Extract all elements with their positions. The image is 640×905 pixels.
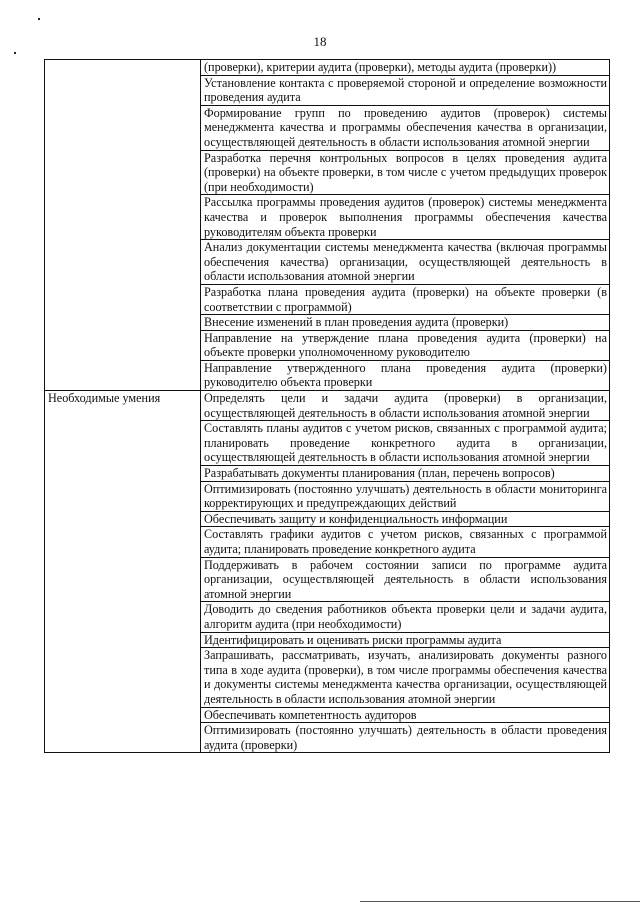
page-number: 18 (313, 34, 327, 49)
table-row (45, 60, 610, 76)
table-cell: (проверки), критерии аудита (проверки), методы аудита (проверки)) (201, 60, 610, 76)
table-cell: Направление на утверждение плана проведения аудита (проверки) на объекте проверки уполномоченному руководителю (201, 330, 610, 360)
table-cell: Поддерживать в рабочем состоянии записи по программе аудита организации, осуществляющей деятельность в области использования атомной энергии (201, 557, 610, 602)
scan-edge-line (360, 901, 640, 902)
table-cell: Определять цели и задачи аудита (проверки) в организации, осуществляющей деятельность в области использования атомной энергии (201, 391, 610, 421)
scan-speck (14, 52, 16, 54)
table-cell: Разработка плана проведения аудита (проверки) на объекте проверки (в соответствии с программой) (201, 284, 610, 314)
table-cell: Составлять планы аудитов с учетом рисков, связанных с программой аудита; планировать проведение конкретного аудита в организации, осуществляющей деятельность в области использования атомной энергии (201, 421, 610, 466)
table-cell: Внесение изменений в план проведения аудита (проверки) (201, 315, 610, 331)
table-row (45, 391, 610, 421)
table-cell: Составлять графики аудитов с учетом рисков, связанных с программой аудита; планировать проведение конкретного аудита (201, 527, 610, 557)
table-cell: Направление утвержденного плана проведения аудита (проверки) руководителю объекта проверки (201, 360, 610, 390)
table-cell: Установление контакта с проверяемой стороной и определение возможности проведения аудита (201, 75, 610, 105)
section-label-cell (45, 60, 201, 391)
section-label-cell: Необходимые умения (45, 391, 201, 753)
table-cell: Оптимизировать (постоянно улучшать) деятельность в области мониторинга корректирующих и предупреждающих действий (201, 481, 610, 511)
table-cell: Формирование групп по проведению аудитов (проверок) системы менеджмента качества и программы обеспечения качества в организации, осуществляющей деятельность в области использования атомной энергии (201, 105, 610, 150)
table-cell: Анализ документации системы менеджмента качества (включая программы обеспечения качества) организации, осуществляющей деятельность в области использования атомной энергии (201, 240, 610, 285)
table-cell: Доводить до сведения работников объекта проверки цели и задачи аудита, алгоритм аудита (при необходимости) (201, 602, 610, 632)
table-cell: Рассылка программы проведения аудитов (проверок) системы менеджмента качества и проверок выполнения программы обеспечения качества руководителям объекта проверки (201, 195, 610, 240)
table-cell: Разрабатывать документы планирования (план, перечень вопросов) (201, 466, 610, 482)
table-cell: Обеспечивать защиту и конфиденциальность информации (201, 511, 610, 527)
table-cell: Идентифицировать и оценивать риски программы аудита (201, 632, 610, 648)
qualification-table (44, 59, 610, 753)
table-cell: Разработка перечня контрольных вопросов в целях проведения аудита (проверки) на объекте проверки, в том числе с учетом предыдущих проверок (при необходимости) (201, 150, 610, 195)
table-cell: Оптимизировать (постоянно улучшать) деятельность в области проведения аудита (проверки) (201, 723, 610, 753)
table-cell: Запрашивать, рассматривать, изучать, анализировать документы разного типа в ходе аудита (проверки), в том числе программы обеспечения качества и документы системы менеджмента качества организации, осуществляющей деятельность в области использования атомной энергии (201, 648, 610, 707)
scan-speck (38, 18, 40, 20)
table-cell: Обеспечивать компетентность аудиторов (201, 707, 610, 723)
